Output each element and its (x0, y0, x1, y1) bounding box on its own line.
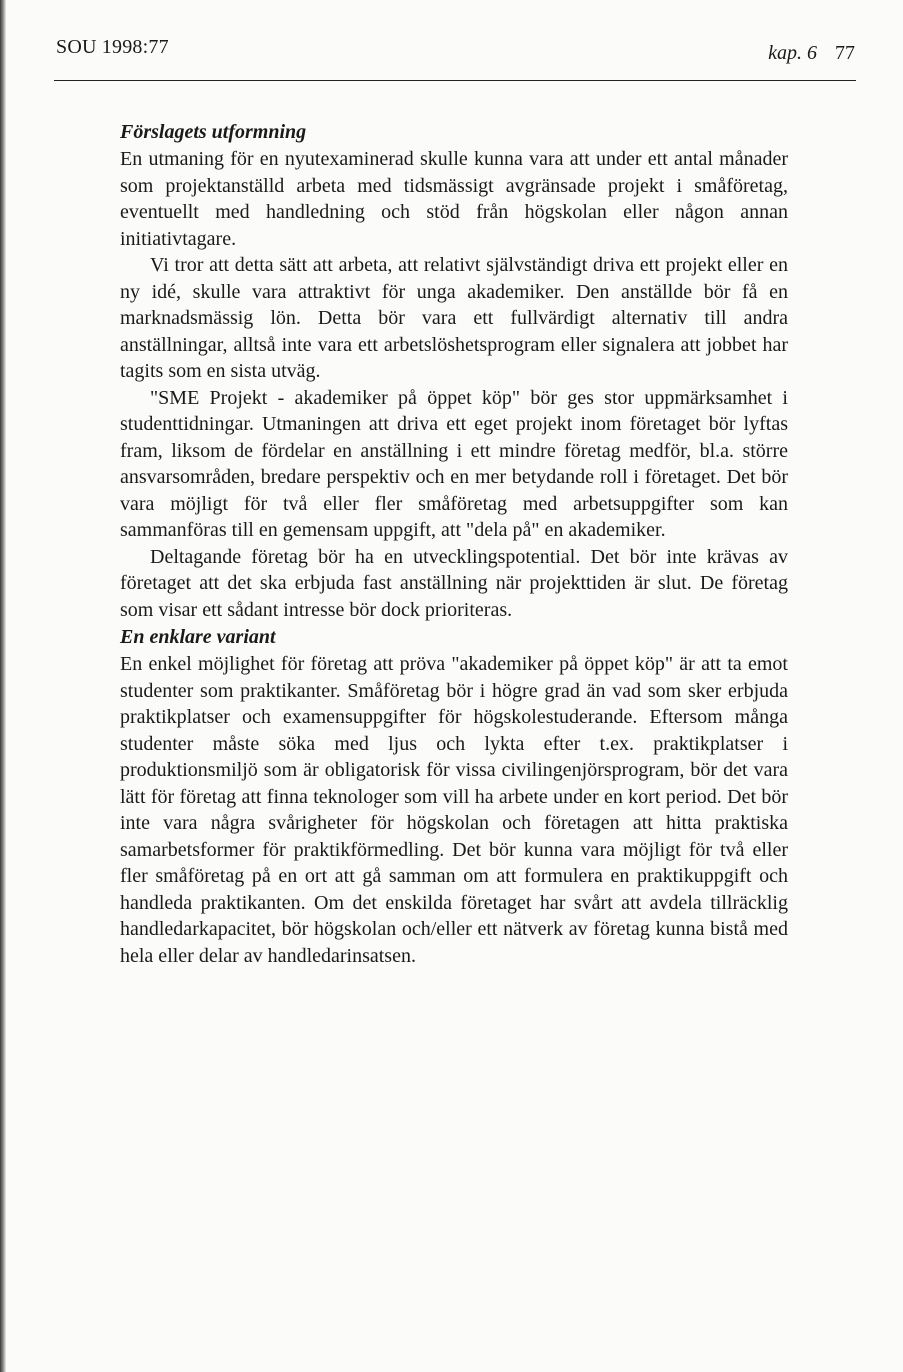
page-number: 77 (835, 42, 855, 64)
chapter-and-page (768, 42, 855, 65)
paragraph: En utmaning för en nyutexaminerad skulle kunna vara att under ett antal månader som projektanställd arbeta med tidsmässigt avgränsade projekt i småföretag, eventuellt med handledning och stöd från högskolan eller någon annan initiativtagare. (120, 148, 788, 250)
publication-reference: SOU 1998:77 (56, 36, 169, 58)
header-rule (54, 80, 856, 81)
paragraph: En enkel möjlighet för företag att pröva "akademiker på öppet köp" är att ta emot studenter som praktikanter. Småföretag bör i högre grad än vad som sker erbjuda praktikplatser och examensuppgifter för högskolestuderande. Eftersom många studenter måste söka med ljus och lykta efter t.ex. praktikplatser i produktionsmiljö som är obligatorisk för vissa civilingenjörsprogram, bör det vara lätt för företag att finna teknologer som vill ha arbete under en kort period. Det bör inte vara några svårigheter för högskolan och företagen att hitta praktiska samarbetsformer för praktikförmedling. Det bör kunna vara möjligt för två eller fler småföretag på en ort att gå samman om att formulera en praktikuppgift och handleda praktikanten. Om det enskilda företaget har svårt att avdela tillräcklig handledarkapacitet, bör högskolan och/eller ett nätverk av företag kunna bistå med hela eller delar av handledarinsatsen. (120, 653, 788, 967)
paragraph: Vi tror att detta sätt att arbeta, att relativt självständigt driva ett projekt eller en ny idé, skulle vara attraktivt för unga akademiker. Den anställde bör få en marknadsmässig lön. Detta bör vara ett fullvärdigt alternativ till andra anställningar, alltså inte vara ett arbetslöshetsprogram eller signalera att jobbet har tagits som en sista utväg. (120, 254, 788, 382)
chapter-label: kap. 6 (768, 42, 817, 64)
paragraph: "SME Projekt - akademiker på öppet köp" bör ges stor uppmärksamhet i studenttidningar. Utmaningen att driva ett eget projekt inom företaget bör lyftas fram, liksom de fördelar en anställning i ett mindre företag medför, bl.a. större ansvarsområden, bredare perspektiv och en mer betydande roll i företaget. Det bör vara möjligt för två eller fler småföretag med arbetsuppgifter som kan sammanföras till en gemensam uppgift, att "dela på" en akademiker. (120, 386, 788, 541)
main-text (120, 118, 788, 969)
running-header (56, 36, 855, 76)
section-heading-en-enklare-variant: En enklare variant (120, 626, 276, 648)
page-binding-edge (0, 0, 6, 1372)
paragraph: Deltagande företag bör ha en utvecklingspotential. Det bör inte krävas av företaget att det ska erbjuda fast anställning när projekttiden är slut. De företag som visar ett sådant intresse bör dock prioriteras. (120, 545, 788, 621)
section-heading-forslagets-utformning: Förslagets utformning (120, 121, 307, 143)
